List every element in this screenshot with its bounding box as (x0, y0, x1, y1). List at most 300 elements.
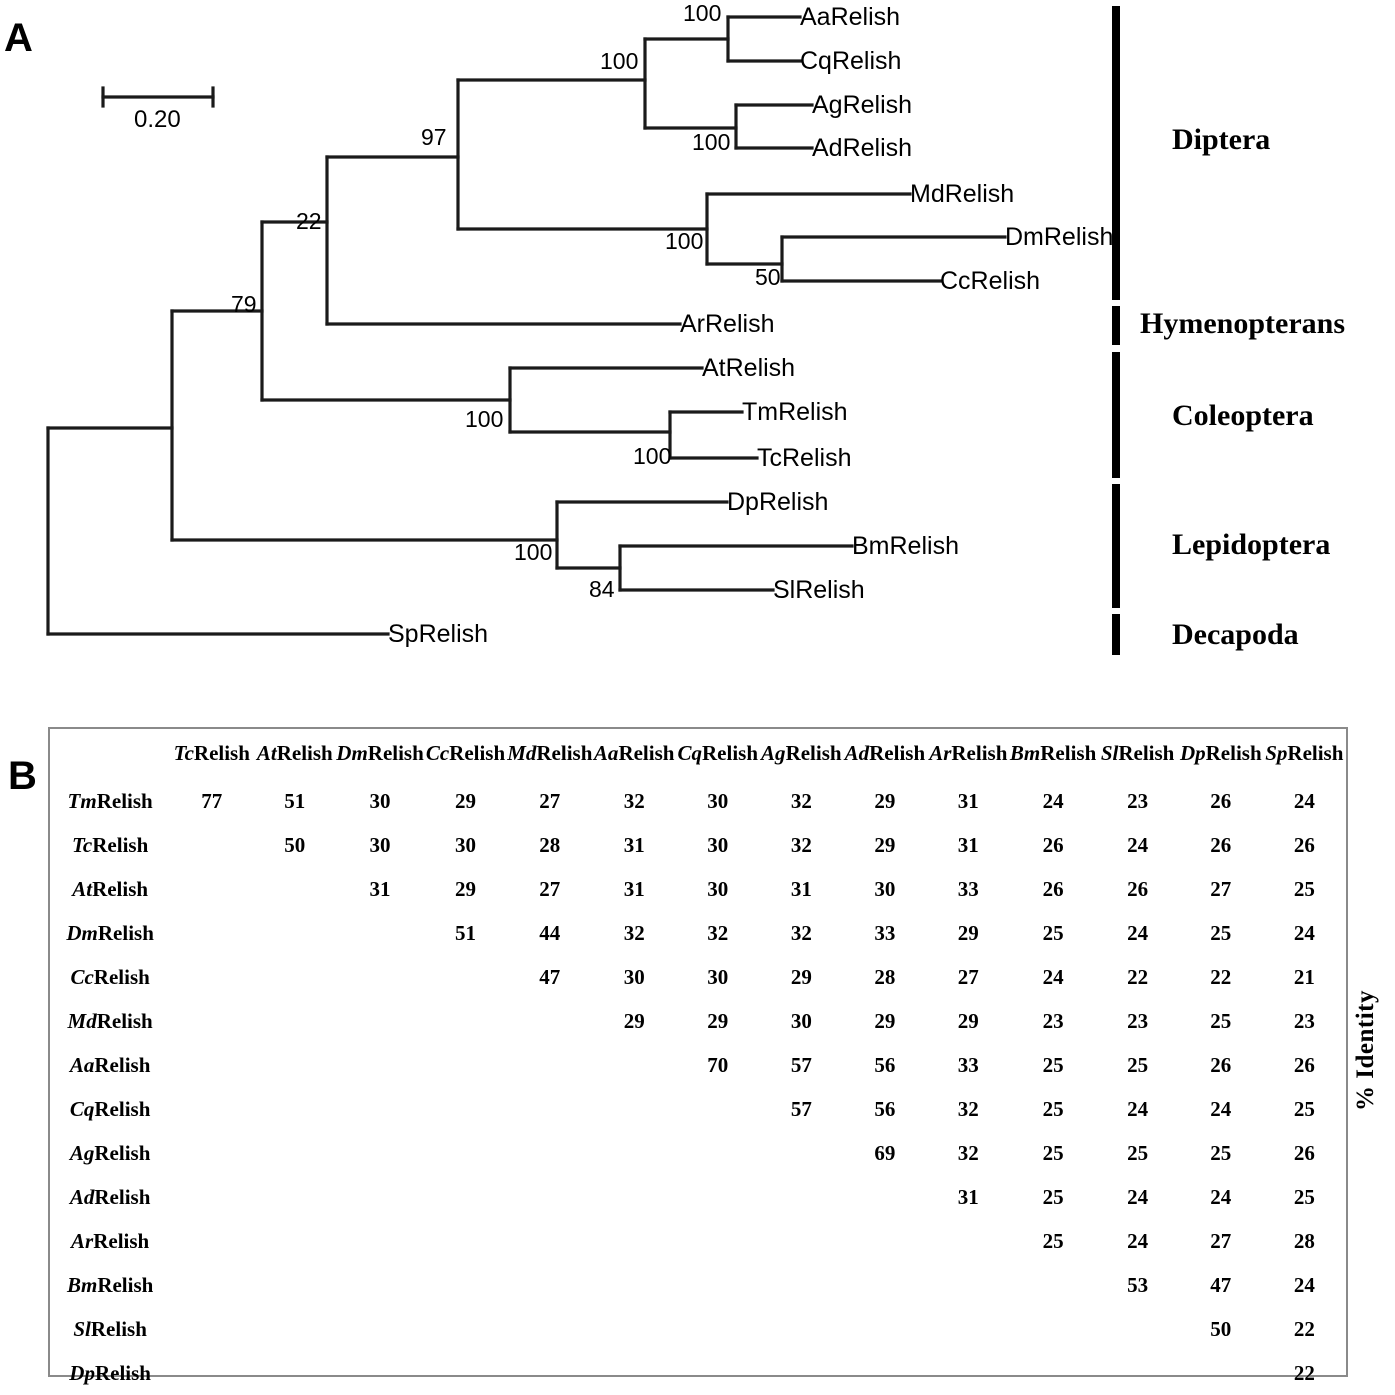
matrix-cell: 31 (957, 832, 979, 857)
matrix-cell: 21 (1293, 964, 1315, 989)
matrix-body (50, 779, 1346, 1395)
matrix-cell: 24 (1127, 832, 1149, 857)
matrix-cell: 32 (790, 920, 812, 945)
bootstrap-value: 79 (231, 291, 257, 317)
matrix-cell (336, 1263, 424, 1307)
matrix-cell: 26 (1293, 832, 1315, 857)
matrix-cell (424, 999, 507, 1043)
genus-abbrev: Md (67, 1008, 97, 1033)
matrix-cell (170, 955, 253, 999)
matrix-cell: 26 (1127, 876, 1149, 901)
bootstrap-value: 100 (633, 443, 672, 469)
genus-abbrev: Bm (66, 1272, 98, 1297)
matrix-cell (424, 1263, 507, 1307)
matrix-cell: 30 (369, 832, 391, 857)
matrix-cell: 77 (201, 788, 223, 813)
genus-abbrev: Cq (677, 740, 702, 765)
matrix-column-header (927, 729, 1010, 779)
matrix-cell: 25 (1042, 1052, 1064, 1077)
matrix-cell (927, 1307, 1010, 1351)
gene-suffix: Relish (702, 740, 759, 765)
tree-leaf-atrelish: AtRelish (702, 354, 796, 382)
matrix-row-header (50, 911, 170, 955)
matrix-cell: 32 (790, 832, 812, 857)
matrix-cell: 57 (790, 1096, 812, 1121)
matrix-cell: 24 (1210, 1096, 1232, 1121)
matrix-cell (676, 1263, 760, 1307)
matrix-column-header (424, 729, 507, 779)
matrix-cell: 29 (790, 964, 812, 989)
matrix-cell: 26 (1293, 1140, 1315, 1165)
bootstrap-value: 97 (421, 124, 447, 150)
matrix-cell: 27 (1210, 1228, 1232, 1253)
identity-axis-label: % Identity (1352, 990, 1379, 1111)
matrix-cell (760, 1219, 844, 1263)
matrix-cell: 31 (957, 1184, 979, 1209)
matrix-cell: 31 (369, 876, 391, 901)
gene-suffix: Relish (93, 964, 150, 989)
matrix-cell: 23 (1127, 1008, 1149, 1033)
matrix-cell (253, 1219, 336, 1263)
genus-abbrev: Dp (69, 1360, 95, 1385)
matrix-cell (253, 1175, 336, 1219)
matrix-cell (170, 1351, 253, 1395)
matrix-row (50, 1131, 1346, 1175)
matrix-cell: 32 (623, 920, 645, 945)
matrix-column-header (1179, 729, 1263, 779)
matrix-cell (170, 1043, 253, 1087)
clade-label-hymenopterans: Hymenopterans (1140, 307, 1345, 340)
matrix-row (50, 1263, 1346, 1307)
matrix-cell: 25 (1210, 1008, 1232, 1033)
matrix-cell: 29 (957, 1008, 979, 1033)
matrix-cell: 24 (1293, 920, 1315, 945)
matrix-cell (760, 1131, 844, 1175)
matrix-row (50, 779, 1346, 823)
matrix-column-header (170, 729, 253, 779)
matrix-cell: 57 (790, 1052, 812, 1077)
matrix-cell (592, 1175, 676, 1219)
matrix-cell (676, 1351, 760, 1395)
matrix-cell: 26 (1042, 876, 1064, 901)
matrix-row-header (50, 1219, 170, 1263)
matrix-row (50, 1219, 1346, 1263)
matrix-cell: 29 (874, 832, 896, 857)
gene-suffix: Relish (785, 740, 842, 765)
clade-label-coleoptera: Coleoptera (1172, 399, 1314, 432)
matrix-cell: 22 (1293, 1360, 1315, 1385)
gene-suffix: Relish (193, 740, 250, 765)
clade-label-diptera: Diptera (1172, 123, 1271, 156)
matrix-cell (336, 1175, 424, 1219)
matrix-cell (170, 911, 253, 955)
tree-leaf-cqrelish: CqRelish (800, 47, 902, 75)
matrix-cell: 70 (707, 1052, 729, 1077)
gene-suffix: Relish (94, 1052, 151, 1077)
genus-abbrev: Bm (1009, 740, 1041, 765)
matrix-row-header (50, 779, 170, 823)
matrix-row-header (50, 1087, 170, 1131)
tree-leaf-sprelish: SpRelish (388, 620, 489, 648)
matrix-cell: 29 (455, 876, 476, 901)
matrix-column-header (336, 729, 424, 779)
matrix-cell (592, 1087, 676, 1131)
bootstrap-value: 22 (296, 208, 322, 234)
matrix-cell: 25 (1042, 1140, 1064, 1165)
matrix-cell: 26 (1210, 788, 1232, 813)
matrix-cell (1010, 1263, 1096, 1307)
matrix-row (50, 1043, 1346, 1087)
genus-abbrev: Ad (69, 1184, 95, 1209)
matrix-row (50, 1087, 1346, 1131)
matrix-cell (170, 1219, 253, 1263)
matrix-cell: 30 (707, 788, 729, 813)
matrix-cell: 47 (539, 964, 561, 989)
matrix-cell (592, 1307, 676, 1351)
gene-suffix: Relish (1205, 740, 1262, 765)
matrix-cell (336, 999, 424, 1043)
matrix-cell (336, 1043, 424, 1087)
matrix-cell (843, 1263, 927, 1307)
matrix-row (50, 867, 1346, 911)
matrix-cell (253, 867, 336, 911)
matrix-cell (927, 1219, 1010, 1263)
genus-abbrev: Ar (929, 740, 952, 765)
tree-leaf-mdrelish: MdRelish (910, 180, 1015, 208)
matrix-cell (507, 1263, 592, 1307)
matrix-cell: 56 (874, 1052, 896, 1077)
genus-abbrev: Cq (69, 1096, 95, 1121)
genus-abbrev: Aa (593, 740, 619, 765)
matrix-cell: 30 (874, 876, 896, 901)
matrix-cell: 47 (1210, 1272, 1232, 1297)
matrix-row (50, 999, 1346, 1043)
matrix-cell: 27 (539, 876, 561, 901)
matrix-row-header (50, 867, 170, 911)
matrix-cell (170, 1263, 253, 1307)
matrix-row-header (50, 1307, 170, 1351)
matrix-column-header (507, 729, 592, 779)
matrix-cell (760, 1351, 844, 1395)
matrix-cell (336, 1351, 424, 1395)
gene-suffix: Relish (618, 740, 675, 765)
matrix-cell: 23 (1293, 1008, 1315, 1033)
matrix-cell: 25 (1127, 1140, 1149, 1165)
gene-suffix: Relish (92, 876, 149, 901)
gene-suffix: Relish (97, 920, 154, 945)
matrix-row-header (50, 1131, 170, 1175)
matrix-cell: 28 (874, 964, 896, 989)
bootstrap-value: 100 (465, 406, 504, 432)
matrix-cell (336, 1087, 424, 1131)
matrix-cell (676, 1131, 760, 1175)
matrix-cell: 24 (1127, 1228, 1149, 1253)
matrix-cell: 26 (1210, 832, 1232, 857)
matrix-cell: 30 (790, 1008, 812, 1033)
matrix-cell: 24 (1042, 788, 1064, 813)
bootstrap-value: 100 (683, 0, 722, 26)
matrix-cell: 24 (1293, 1272, 1315, 1297)
genus-abbrev: Cc (70, 964, 94, 989)
tree-leaf-dprelish: DpRelish (727, 488, 829, 516)
genus-abbrev: Dm (336, 740, 368, 765)
gene-suffix: Relish (94, 1360, 151, 1385)
matrix-cell: 32 (957, 1096, 979, 1121)
tree-leaf-agrelish: AgRelish (812, 91, 913, 119)
matrix-cell: 31 (957, 788, 979, 813)
gene-suffix: Relish (96, 788, 153, 813)
matrix-cell: 24 (1042, 964, 1064, 989)
matrix-cell (927, 1263, 1010, 1307)
gene-suffix: Relish (93, 1228, 150, 1253)
matrix-cell: 22 (1293, 1316, 1315, 1341)
matrix-cell: 31 (623, 876, 645, 901)
matrix-row-header (50, 1175, 170, 1219)
matrix-cell (253, 1131, 336, 1175)
genus-abbrev: Tc (72, 832, 93, 857)
matrix-cell (170, 999, 253, 1043)
matrix-row-header (50, 1263, 170, 1307)
matrix-cell (424, 1175, 507, 1219)
matrix-cell: 30 (707, 964, 729, 989)
matrix-cell: 27 (1210, 876, 1232, 901)
matrix-cell: 23 (1127, 788, 1149, 813)
matrix-corner-cell (50, 729, 170, 779)
matrix-row (50, 1307, 1346, 1351)
matrix-cell: 29 (455, 788, 476, 813)
matrix-cell (424, 1043, 507, 1087)
tree-leaf-arrelish: ArRelish (680, 310, 775, 338)
matrix-cell: 30 (707, 876, 729, 901)
matrix-cell: 30 (623, 964, 645, 989)
gene-suffix: Relish (94, 1140, 151, 1165)
matrix-cell: 33 (874, 920, 896, 945)
matrix-cell: 25 (1210, 1140, 1232, 1165)
matrix-row-header (50, 999, 170, 1043)
matrix-cell: 50 (1210, 1316, 1232, 1341)
tree-leaf-adrelish: AdRelish (812, 134, 913, 162)
matrix-cell: 30 (707, 832, 729, 857)
bootstrap-value: 100 (692, 129, 731, 155)
genus-abbrev: Md (507, 740, 537, 765)
matrix-cell (507, 1219, 592, 1263)
matrix-cell (170, 1175, 253, 1219)
matrix-cell: 22 (1127, 964, 1149, 989)
matrix-cell (336, 911, 424, 955)
matrix-cell: 25 (1293, 1096, 1315, 1121)
panel-b-identity-matrix (48, 727, 1348, 1385)
matrix-cell (1179, 1351, 1263, 1395)
gene-suffix: Relish (1287, 740, 1344, 765)
tree-leaf-dmrelish: DmRelish (1005, 223, 1114, 251)
matrix-cell: 27 (539, 788, 561, 813)
matrix-cell (336, 1131, 424, 1175)
matrix-cell: 28 (539, 832, 561, 857)
matrix-row (50, 911, 1346, 955)
bootstrap-value: 100 (514, 539, 553, 565)
tree-leaf-ccrelish: CcRelish (940, 267, 1041, 295)
matrix-cell (424, 1307, 507, 1351)
matrix-cell (424, 1219, 507, 1263)
genus-abbrev: Dp (1179, 740, 1206, 765)
genus-abbrev: Tm (67, 788, 97, 813)
matrix-cell (843, 1307, 927, 1351)
matrix-cell (507, 1043, 592, 1087)
matrix-cell (336, 1219, 424, 1263)
matrix-header-row (50, 729, 1346, 779)
matrix-cell (507, 1307, 592, 1351)
matrix-cell (592, 1131, 676, 1175)
matrix-cell: 26 (1042, 832, 1064, 857)
genus-abbrev: Cc (425, 740, 450, 765)
matrix-cell: 44 (539, 920, 561, 945)
matrix-cell: 24 (1127, 1096, 1149, 1121)
gene-suffix: Relish (90, 1316, 147, 1341)
panel-a-phylogenetic-tree (0, 0, 1395, 690)
panel-b-label: B (8, 754, 37, 798)
matrix-cell (253, 1307, 336, 1351)
matrix-cell (1096, 1351, 1179, 1395)
matrix-cell: 24 (1127, 1184, 1149, 1209)
scale-bar-label: 0.20 (134, 106, 181, 133)
matrix-cell (507, 1351, 592, 1395)
matrix-cell: 25 (1042, 1228, 1064, 1253)
gene-suffix: Relish (951, 740, 1008, 765)
matrix-cell: 23 (1042, 1008, 1064, 1033)
matrix-row (50, 1351, 1346, 1395)
tree-branches (0, 0, 1395, 690)
matrix-cell (424, 1351, 507, 1395)
matrix-cell (676, 1087, 760, 1131)
matrix-cell: 25 (1042, 1096, 1064, 1121)
genus-abbrev: Aa (69, 1052, 95, 1077)
matrix-cell: 25 (1210, 920, 1232, 945)
matrix-cell (424, 1131, 507, 1175)
gene-suffix: Relish (869, 740, 926, 765)
matrix-cell: 69 (874, 1140, 896, 1165)
matrix-cell (424, 955, 507, 999)
matrix-column-header (676, 729, 760, 779)
matrix-cell (253, 1087, 336, 1131)
matrix-cell (676, 1219, 760, 1263)
matrix-cell (760, 1175, 844, 1219)
matrix-cell (843, 1175, 927, 1219)
matrix-cell: 25 (1042, 1184, 1064, 1209)
matrix-cell (424, 1087, 507, 1131)
matrix-cell: 25 (1042, 920, 1064, 945)
matrix-row (50, 823, 1346, 867)
matrix-column-header (1010, 729, 1096, 779)
matrix-cell (336, 955, 424, 999)
matrix-cell (507, 999, 592, 1043)
matrix-cell (170, 1087, 253, 1131)
tree-leaf-aarelish: AaRelish (800, 3, 901, 31)
tree-leaf-slrelish: SlRelish (773, 576, 865, 604)
matrix-cell: 29 (707, 1008, 729, 1033)
matrix-cell (507, 1175, 592, 1219)
matrix-cell (170, 867, 253, 911)
matrix-cell (760, 1263, 844, 1307)
matrix-cell: 51 (284, 788, 306, 813)
gene-suffix: Relish (276, 740, 333, 765)
matrix-cell (592, 1219, 676, 1263)
matrix-cell (676, 1307, 760, 1351)
gene-suffix: Relish (1118, 740, 1175, 765)
matrix-cell (253, 1351, 336, 1395)
matrix-cell: 33 (957, 876, 979, 901)
genus-abbrev: Ad (844, 740, 870, 765)
matrix-cell: 24 (1127, 920, 1149, 945)
matrix-row (50, 1175, 1346, 1219)
matrix-cell: 32 (957, 1140, 979, 1165)
gene-suffix: Relish (96, 1008, 153, 1033)
bootstrap-value: 84 (589, 576, 615, 602)
matrix-cell: 31 (790, 876, 812, 901)
matrix-cell: 29 (874, 788, 896, 813)
matrix-cell: 50 (284, 832, 306, 857)
gene-suffix: Relish (367, 740, 424, 765)
matrix-cell (507, 1131, 592, 1175)
matrix-cell: 32 (707, 920, 729, 945)
matrix-cell (592, 1043, 676, 1087)
matrix-cell: 28 (1293, 1228, 1315, 1253)
gene-suffix: Relish (97, 1272, 154, 1297)
matrix-cell: 32 (790, 788, 812, 813)
tree-leaf-tcrelish: TcRelish (757, 444, 852, 472)
identity-matrix-table (50, 729, 1346, 1395)
matrix-cell (676, 1175, 760, 1219)
matrix-cell (927, 1351, 1010, 1395)
genus-abbrev: Ag (69, 1140, 95, 1165)
matrix-cell: 56 (874, 1096, 896, 1121)
gene-suffix: Relish (92, 832, 149, 857)
matrix-cell (170, 1307, 253, 1351)
genus-abbrev: At (256, 740, 277, 765)
gene-suffix: Relish (1040, 740, 1097, 765)
panel-a-label: A (4, 16, 33, 60)
matrix-column-header (760, 729, 844, 779)
matrix-cell (170, 1131, 253, 1175)
bootstrap-value: 100 (600, 48, 639, 74)
bootstrap-value: 50 (755, 264, 781, 290)
matrix-cell: 32 (623, 788, 645, 813)
genus-abbrev: Sl (73, 1316, 91, 1341)
matrix-cell: 53 (1127, 1272, 1149, 1297)
matrix-cell: 51 (455, 920, 476, 945)
genus-abbrev: At (72, 876, 93, 901)
matrix-cell (592, 1263, 676, 1307)
matrix-cell: 25 (1127, 1052, 1149, 1077)
matrix-row-header (50, 1351, 170, 1395)
clade-label-decapoda: Decapoda (1172, 618, 1299, 651)
matrix-cell: 24 (1210, 1184, 1232, 1209)
matrix-cell: 29 (957, 920, 979, 945)
matrix-cell: 25 (1293, 876, 1315, 901)
matrix-column-header (253, 729, 336, 779)
matrix-row (50, 955, 1346, 999)
matrix-row-header (50, 823, 170, 867)
genus-abbrev: Ag (761, 740, 786, 765)
gene-suffix: Relish (536, 740, 593, 765)
bootstrap-value: 100 (665, 228, 704, 254)
matrix-cell (760, 1307, 844, 1351)
gene-suffix: Relish (94, 1096, 151, 1121)
matrix-cell (592, 1351, 676, 1395)
matrix-cell (336, 1307, 424, 1351)
matrix-cell: 26 (1293, 1052, 1315, 1077)
clade-label-lepidoptera: Lepidoptera (1172, 528, 1331, 561)
genus-abbrev: Sp (1265, 740, 1288, 765)
